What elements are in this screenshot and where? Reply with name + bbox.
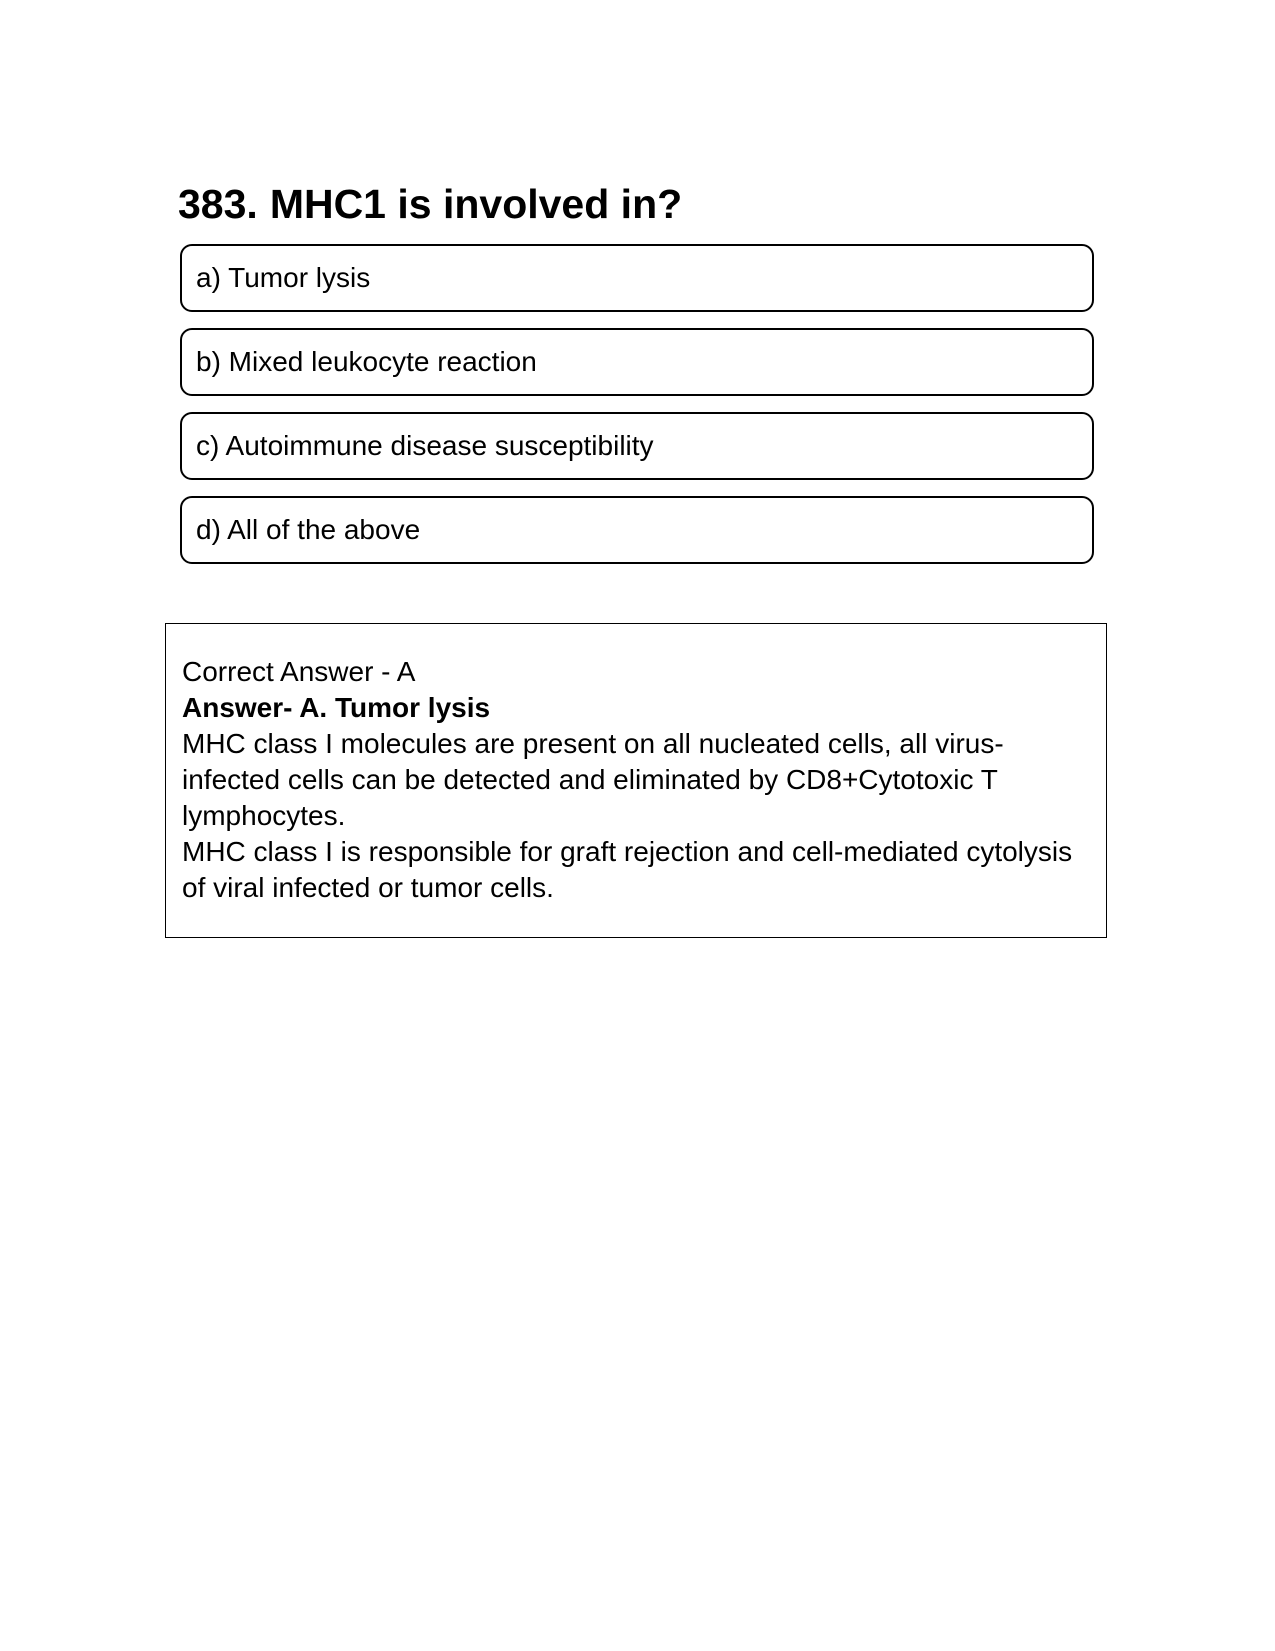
option-a[interactable]	[180, 244, 1094, 312]
option-b-label: b) Mixed leukocyte reaction	[196, 346, 537, 377]
explanation-paragraph-2: MHC class I is responsible for graft rejection and cell-mediated cytolysis of viral infected or tumor cells.	[182, 836, 1073, 903]
question-text: MHC1 is involved in?	[269, 181, 683, 227]
explanation-paragraph-1: MHC class I molecules are present on all nucleated cells, all virus-infected cells can be detected and eliminated by CD8+Cytotoxic T lymphocytes.	[182, 728, 1004, 831]
question-title	[178, 178, 682, 230]
option-d[interactable]	[180, 496, 1094, 564]
option-c[interactable]	[180, 412, 1094, 480]
option-b[interactable]	[180, 328, 1094, 396]
option-c-label: c) Autoimmune disease susceptibility	[196, 430, 654, 461]
answer-explanation-box	[165, 623, 1107, 938]
correct-answer-line: Correct Answer - A	[182, 656, 416, 687]
answer-heading: Answer- A. Tumor lysis	[182, 692, 491, 723]
question-number: 383.	[178, 181, 258, 227]
option-a-label: a) Tumor lysis	[196, 262, 371, 293]
option-d-label: d) All of the above	[196, 514, 421, 545]
options-list	[180, 244, 1094, 580]
